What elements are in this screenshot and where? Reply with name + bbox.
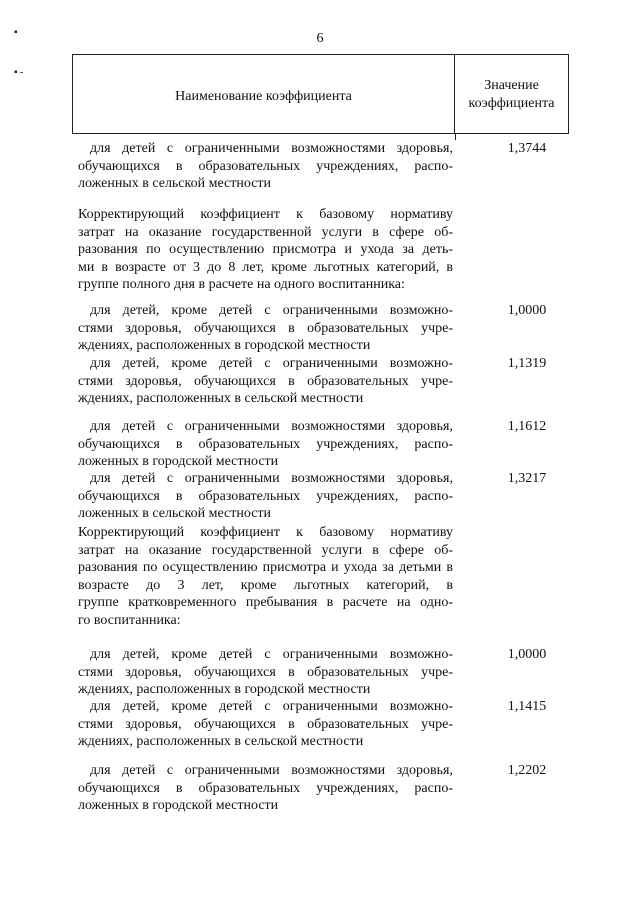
text-line: ми в возрасте от 3 до 8 лет, кроме льготных категорий, в <box>78 259 453 275</box>
coefficient-name <box>78 470 453 523</box>
text-line: для детей с ограниченными возможностями здоровья, <box>90 763 453 778</box>
text-line: ложенных в городской местности <box>78 454 279 469</box>
coefficient-value: 1,1612 <box>507 419 547 434</box>
coefficient-name <box>78 355 453 408</box>
coefficient-row <box>78 302 568 355</box>
text-line: ждениях, расположенных в городской местности <box>78 682 371 697</box>
column-header-value-line: Значение <box>484 78 539 93</box>
coefficient-value: 1,3744 <box>507 141 547 156</box>
coefficient-group-heading <box>78 206 568 294</box>
coefficient-row <box>78 470 568 523</box>
coefficient-name <box>78 762 453 815</box>
text-line: группе кратковременного пребывания в расчете на одно- <box>78 595 453 610</box>
coefficient-row <box>78 355 568 408</box>
text-line: для детей, кроме детей с ограниченными возможно- <box>90 303 453 318</box>
text-line: для детей с ограниченными возможностями здоровья, <box>90 471 453 486</box>
coefficient-group-heading <box>78 524 568 629</box>
coefficient-value: 1,1319 <box>507 356 547 371</box>
coefficient-name <box>78 140 453 193</box>
coefficient-value: 1,1415 <box>507 699 547 714</box>
coefficient-row <box>78 418 568 471</box>
coefficient-name <box>78 646 453 699</box>
text-line: для детей, кроме детей с ограниченными возможно- <box>90 699 453 714</box>
text-line: разования по осуществлению присмотра и ухода за деть- <box>78 242 453 257</box>
coefficient-row <box>78 698 568 751</box>
coefficient-name <box>78 302 453 355</box>
coefficient-name <box>78 698 453 751</box>
text-line: для детей с ограниченными возможностями здоровья, <box>90 419 453 434</box>
text-line: ложенных в сельской местности <box>78 176 272 191</box>
coefficient-value: 1,0000 <box>507 647 547 662</box>
text-line: стями здоровья, обучающихся в образовательных учре- <box>78 320 453 336</box>
text-line: для детей, кроме детей с ограниченными возможно- <box>90 647 453 662</box>
coefficient-value: 1,3217 <box>507 471 547 486</box>
column-header-value <box>455 55 568 133</box>
coefficient-row <box>78 646 568 699</box>
text-line: разования по осуществлению присмотра и ухода за детьми в возрасте до 3 лет, кроме льготных категорий, в <box>78 560 453 593</box>
text-line: затрат на оказание государственной услуги в сфере об- <box>78 224 453 240</box>
text-line: обучающихся в образовательных учреждениях, распо- <box>78 780 453 796</box>
coefficient-name <box>78 418 453 471</box>
page-number: 6 <box>316 31 324 46</box>
text-line: затрат на оказание государственной услуги в сфере об- <box>78 542 453 558</box>
text-line: Корректирующий коэффициент к базовому нормативу <box>78 207 453 222</box>
text-line: ложенных в сельской местности <box>78 506 272 521</box>
coefficient-row <box>78 140 568 193</box>
text-line: го воспитанника: <box>78 612 181 628</box>
coefficient-value: 1,0000 <box>507 303 547 318</box>
column-header-value-line: коэффициента <box>468 96 555 111</box>
text-line: стями здоровья, обучающихся в образовательных учре- <box>78 716 453 732</box>
text-line: ждениях, расположенных в сельской местности <box>78 391 364 406</box>
text-line: стями здоровья, обучающихся в образовательных учре- <box>78 664 453 680</box>
scan-speck: ▪ ‑ <box>14 67 24 78</box>
text-line: Корректирующий коэффициент к базовому нормативу <box>78 525 453 540</box>
text-line: обучающихся в образовательных учреждениях, распо- <box>78 436 453 452</box>
coefficient-name <box>78 524 453 629</box>
coefficient-name <box>78 206 453 294</box>
coefficient-value: 1,2202 <box>507 763 547 778</box>
text-line: для детей с ограниченными возможностями здоровья, <box>90 141 453 156</box>
text-line: ждениях, расположенных в сельской местности <box>78 734 364 749</box>
text-line: обучающихся в образовательных учреждениях, распо- <box>78 158 453 174</box>
scan-speck: ▪ <box>14 27 18 38</box>
text-line: для детей, кроме детей с ограниченными возможно- <box>90 356 453 371</box>
text-line: обучающихся в образовательных учреждениях, распо- <box>78 488 453 504</box>
coefficient-row <box>78 762 568 815</box>
text-line: стями здоровья, обучающихся в образовательных учре- <box>78 373 453 389</box>
text-line: ждениях, расположенных в городской местности <box>78 338 371 353</box>
text-line: группе полного дня в расчете на одного воспитанника: <box>78 277 405 292</box>
table-header <box>72 54 569 134</box>
column-header-name: Наименование коэффициента <box>73 55 455 133</box>
text-line: ложенных в городской местности <box>78 798 279 813</box>
